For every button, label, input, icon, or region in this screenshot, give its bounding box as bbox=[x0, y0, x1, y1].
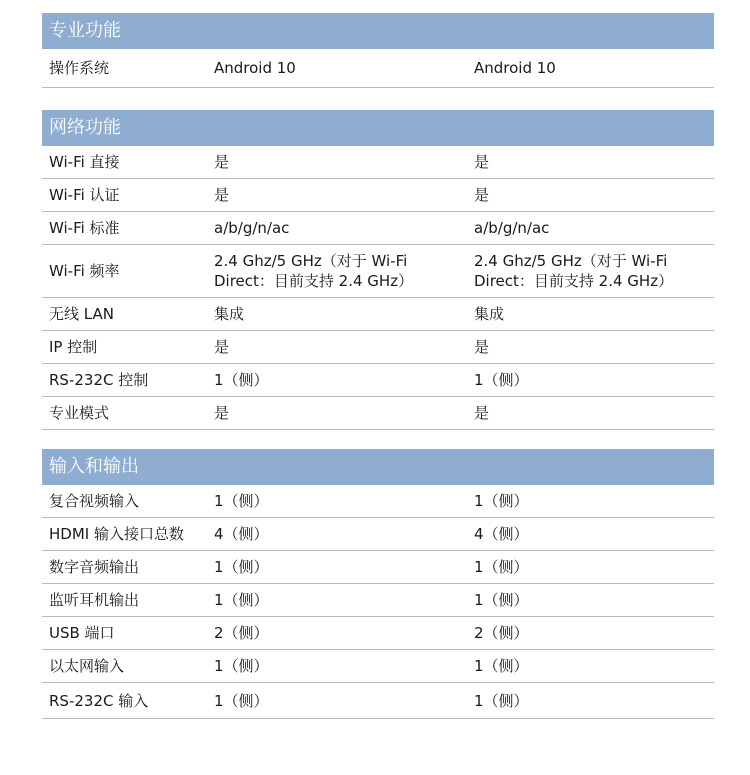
row-value-2: 1（侧） bbox=[474, 371, 529, 389]
row-value-2: 是 bbox=[474, 186, 490, 204]
table-row bbox=[42, 485, 714, 518]
row-label: 复合视频输入 bbox=[49, 492, 140, 510]
table-row bbox=[42, 650, 714, 683]
row-label: 监听耳机输出 bbox=[49, 591, 140, 609]
row-value-1: 1（侧） bbox=[214, 691, 269, 710]
table-row bbox=[42, 298, 714, 331]
table-row bbox=[42, 364, 714, 397]
table-row bbox=[42, 212, 714, 245]
row-label: Wi-Fi 标准 bbox=[49, 219, 120, 237]
row-value-2: 1（侧） bbox=[474, 657, 529, 675]
row-value-1: 是 bbox=[214, 153, 230, 171]
row-label: 以太网输入 bbox=[49, 657, 125, 675]
row-label: RS-232C 控制 bbox=[49, 371, 149, 389]
section-network-features bbox=[42, 110, 714, 430]
row-value-1: 1（侧） bbox=[214, 492, 269, 510]
row-value-1: 是 bbox=[214, 404, 230, 422]
row-value-2: Android 10 bbox=[474, 59, 556, 77]
row-label: Wi-Fi 认证 bbox=[49, 186, 120, 204]
row-label: 专业模式 bbox=[49, 404, 110, 422]
table-row bbox=[42, 551, 714, 584]
row-value-2: 1（侧） bbox=[474, 558, 529, 576]
row-value-2: a/b/g/n/ac bbox=[474, 219, 550, 237]
section-title: 网络功能 bbox=[42, 110, 714, 146]
row-value-2: 是 bbox=[474, 338, 490, 356]
row-value-1: 1（侧） bbox=[214, 371, 269, 389]
table-row bbox=[42, 683, 714, 719]
row-value-1: 4（侧） bbox=[214, 525, 269, 543]
row-label: USB 端口 bbox=[49, 624, 115, 642]
table-row bbox=[42, 146, 714, 179]
section-inputs-outputs bbox=[42, 449, 714, 719]
row-value-2: 1（侧） bbox=[474, 691, 529, 710]
row-value-1: Android 10 bbox=[214, 59, 296, 77]
table-row bbox=[42, 518, 714, 551]
table-row bbox=[42, 584, 714, 617]
table-row bbox=[42, 331, 714, 364]
row-value-2: 是 bbox=[474, 404, 490, 422]
row-label: Wi-Fi 直接 bbox=[49, 153, 120, 171]
section-professional-features bbox=[42, 13, 714, 88]
row-value-1: 是 bbox=[214, 186, 230, 204]
row-value-1: 2.4 Ghz/5 GHz（对于 Wi-Fi Direct：目前支持 2.4 GHz） bbox=[214, 252, 414, 290]
row-value-2: 1（侧） bbox=[474, 591, 529, 609]
table-row bbox=[42, 617, 714, 650]
row-label: 无线 LAN bbox=[49, 305, 114, 323]
row-value-1: 2（侧） bbox=[214, 624, 269, 642]
table-row bbox=[42, 245, 714, 298]
table-row bbox=[42, 397, 714, 430]
row-label: IP 控制 bbox=[49, 338, 98, 356]
table-row bbox=[42, 179, 714, 212]
row-value-2: 集成 bbox=[474, 305, 505, 323]
row-label: 操作系统 bbox=[49, 59, 110, 77]
row-value-1: 是 bbox=[214, 338, 230, 356]
row-value-2: 2.4 Ghz/5 GHz（对于 Wi-Fi Direct：目前支持 2.4 GHz） bbox=[474, 252, 674, 290]
row-label: 数字音频输出 bbox=[49, 558, 140, 576]
row-value-2: 是 bbox=[474, 153, 490, 171]
section-title: 输入和输出 bbox=[42, 449, 714, 485]
row-value-1: 1（侧） bbox=[214, 657, 269, 675]
row-value-1: 1（侧） bbox=[214, 558, 269, 576]
row-label: RS-232C 输入 bbox=[49, 691, 149, 710]
table-row bbox=[42, 49, 714, 88]
row-value-2: 2（侧） bbox=[474, 624, 529, 642]
row-value-2: 4（侧） bbox=[474, 525, 529, 543]
row-value-1: 集成 bbox=[214, 305, 245, 323]
section-title: 专业功能 bbox=[42, 13, 714, 49]
row-label: Wi-Fi 频率 bbox=[49, 262, 120, 280]
row-value-2: 1（侧） bbox=[474, 492, 529, 510]
row-value-1: 1（侧） bbox=[214, 591, 269, 609]
row-value-1: a/b/g/n/ac bbox=[214, 219, 290, 237]
row-label: HDMI 输入接口总数 bbox=[49, 525, 184, 543]
